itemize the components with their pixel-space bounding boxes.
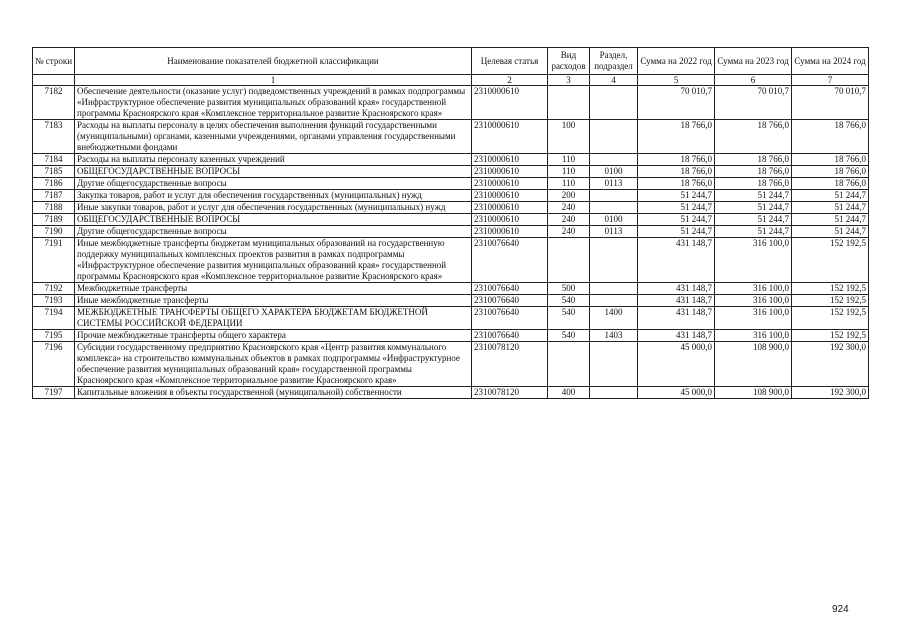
column-number: 7	[792, 75, 869, 86]
sum-2023-cell: 316 100,0	[715, 283, 792, 295]
section-cell	[590, 120, 638, 154]
expense-type-cell	[548, 86, 590, 120]
indicator-name-cell: Закупка товаров, работ и услуг для обеспечения государственных (муниципальных) нужд	[75, 190, 472, 202]
target-article-cell: 2310078120	[472, 387, 548, 399]
budget-table	[32, 47, 869, 399]
sum-2023-cell: 108 900,0	[715, 387, 792, 399]
expense-type-cell: 110	[548, 154, 590, 166]
indicator-name-cell: МЕЖБЮДЖЕТНЫЕ ТРАНСФЕРТЫ ОБЩЕГО ХАРАКТЕРА БЮДЖЕТАМ БЮДЖЕТНОЙ СИСТЕМЫ РОССИЙСКОЙ ФЕДЕРАЦИИ	[75, 307, 472, 330]
row-number-cell: 7196	[33, 342, 75, 387]
table-row	[33, 214, 869, 226]
sum-2024-cell: 152 192,5	[792, 330, 869, 342]
target-article-cell: 2310078120	[472, 342, 548, 387]
section-cell: 1400	[590, 307, 638, 330]
column-number: 6	[715, 75, 792, 86]
expense-type-cell: 200	[548, 190, 590, 202]
sum-2024-cell: 152 192,5	[792, 283, 869, 295]
expense-type-cell: 540	[548, 330, 590, 342]
indicator-name-cell: Расходы на выплаты персоналу в целях обеспечения выполнения функций государственными (муниципальными) органами, казенными учреждениями, органами управления государственными внебюджетными фондами	[75, 120, 472, 154]
sum-2022-cell: 70 010,7	[638, 86, 715, 120]
section-cell	[590, 387, 638, 399]
row-number-cell: 7197	[33, 387, 75, 399]
expense-type-cell: 100	[548, 120, 590, 154]
target-article-cell: 2310000610	[472, 178, 548, 190]
expense-type-cell: 540	[548, 307, 590, 330]
sum-2024-cell: 18 766,0	[792, 120, 869, 154]
column-number: 4	[590, 75, 638, 86]
sum-2022-cell: 431 148,7	[638, 295, 715, 307]
sum-2022-cell: 18 766,0	[638, 120, 715, 154]
indicator-name-cell: Прочие межбюджетные трансферты общего характера	[75, 330, 472, 342]
sum-2024-cell: 51 244,7	[792, 214, 869, 226]
row-number-cell: 7182	[33, 86, 75, 120]
sum-2024-cell: 18 766,0	[792, 154, 869, 166]
target-article-cell: 2310076640	[472, 238, 548, 283]
target-article-cell: 2310000610	[472, 202, 548, 214]
sum-2024-cell: 18 766,0	[792, 178, 869, 190]
section-cell	[590, 86, 638, 120]
expense-type-cell	[548, 238, 590, 283]
target-article-cell: 2310000610	[472, 214, 548, 226]
sum-2023-cell: 316 100,0	[715, 295, 792, 307]
target-article-cell: 2310076640	[472, 307, 548, 330]
sum-2023-cell: 18 766,0	[715, 166, 792, 178]
sum-2023-cell: 18 766,0	[715, 154, 792, 166]
sum-2022-cell: 51 244,7	[638, 190, 715, 202]
sum-2022-cell: 45 000,0	[638, 387, 715, 399]
row-number-cell: 7188	[33, 202, 75, 214]
table-row	[33, 190, 869, 202]
header-sum-2023: Сумма на 2023 год	[715, 48, 792, 75]
section-cell: 0113	[590, 226, 638, 238]
section-cell	[590, 202, 638, 214]
target-article-cell: 2310076640	[472, 330, 548, 342]
sum-2022-cell: 51 244,7	[638, 214, 715, 226]
target-article-cell: 2310076640	[472, 295, 548, 307]
sum-2022-cell: 431 148,7	[638, 238, 715, 283]
sum-2024-cell: 192 300,0	[792, 387, 869, 399]
table-row	[33, 307, 869, 330]
indicator-name-cell: Другие общегосударственные вопросы	[75, 226, 472, 238]
row-number-cell: 7195	[33, 330, 75, 342]
sum-2022-cell: 18 766,0	[638, 166, 715, 178]
row-number-cell: 7189	[33, 214, 75, 226]
table-row	[33, 283, 869, 295]
row-number-cell: 7185	[33, 166, 75, 178]
section-cell	[590, 238, 638, 283]
sum-2023-cell: 316 100,0	[715, 330, 792, 342]
sum-2023-cell: 51 244,7	[715, 214, 792, 226]
indicator-name-cell: Другие общегосударственные вопросы	[75, 178, 472, 190]
column-number: 3	[548, 75, 590, 86]
sum-2022-cell: 431 148,7	[638, 307, 715, 330]
expense-type-cell	[548, 342, 590, 387]
indicator-name-cell: Иные межбюджетные трансферты бюджетам муниципальных образований на государственную поддержку муниципальных комплексных проектов развития в рамках подпрограммы «Инфраструктурное обеспечение развития муниципальных образований края» государственной программы Красноярского края «Комплексное территориальное развитие Красноярского края»	[75, 238, 472, 283]
table-row	[33, 202, 869, 214]
target-article-cell: 2310000610	[472, 86, 548, 120]
section-cell	[590, 283, 638, 295]
sum-2022-cell: 18 766,0	[638, 154, 715, 166]
section-cell: 0100	[590, 214, 638, 226]
table-row	[33, 387, 869, 399]
expense-type-cell: 240	[548, 214, 590, 226]
table-row	[33, 154, 869, 166]
sum-2024-cell: 18 766,0	[792, 166, 869, 178]
section-cell: 0100	[590, 166, 638, 178]
table-row	[33, 295, 869, 307]
sum-2024-cell: 51 244,7	[792, 226, 869, 238]
row-number-cell: 7183	[33, 120, 75, 154]
sum-2024-cell: 152 192,5	[792, 295, 869, 307]
sum-2022-cell: 45 000,0	[638, 342, 715, 387]
expense-type-cell: 240	[548, 202, 590, 214]
column-number	[33, 75, 75, 86]
section-cell	[590, 295, 638, 307]
indicator-name-cell: Иные межбюджетные трансферты	[75, 295, 472, 307]
sum-2023-cell: 108 900,0	[715, 342, 792, 387]
expense-type-cell: 500	[548, 283, 590, 295]
sum-2024-cell: 152 192,5	[792, 307, 869, 330]
row-number-cell: 7184	[33, 154, 75, 166]
sum-2024-cell: 51 244,7	[792, 190, 869, 202]
sum-2022-cell: 18 766,0	[638, 178, 715, 190]
indicator-name-cell: ОБЩЕГОСУДАРСТВЕННЫЕ ВОПРОСЫ	[75, 214, 472, 226]
header-sum-2022: Сумма на 2022 год	[638, 48, 715, 75]
column-number-row	[33, 75, 869, 86]
target-article-cell: 2310000610	[472, 166, 548, 178]
sum-2022-cell: 431 148,7	[638, 330, 715, 342]
header-expense-type: Вид расходов	[548, 48, 590, 75]
row-number-cell: 7194	[33, 307, 75, 330]
sum-2024-cell: 192 300,0	[792, 342, 869, 387]
table-row	[33, 86, 869, 120]
table-row	[33, 120, 869, 154]
target-article-cell: 2310000610	[472, 190, 548, 202]
indicator-name-cell: Обеспечение деятельности (оказание услуг) подведомственных учреждений в рамках подпрограммы «Инфраструктурное обеспечение развития муниципальных образований края» государственной программы Красноярского края «Комплексное территориальное развитие Красноярского края»	[75, 86, 472, 120]
header-target-article: Целевая статья	[472, 48, 548, 75]
section-cell	[590, 154, 638, 166]
row-number-cell: 7193	[33, 295, 75, 307]
column-number: 5	[638, 75, 715, 86]
header-section: Раздел, подраздел	[590, 48, 638, 75]
sum-2023-cell: 18 766,0	[715, 120, 792, 154]
sum-2024-cell: 152 192,5	[792, 238, 869, 283]
row-number-cell: 7187	[33, 190, 75, 202]
expense-type-cell: 240	[548, 226, 590, 238]
column-number: 1	[75, 75, 472, 86]
table-row	[33, 342, 869, 387]
indicator-name-cell: Межбюджетные трансферты	[75, 283, 472, 295]
table-row	[33, 178, 869, 190]
sum-2023-cell: 51 244,7	[715, 190, 792, 202]
target-article-cell: 2310000610	[472, 154, 548, 166]
table-body	[33, 86, 869, 399]
indicator-name-cell: Иные закупки товаров, работ и услуг для обеспечения государственных (муниципальных) нужд	[75, 202, 472, 214]
sum-2024-cell: 51 244,7	[792, 202, 869, 214]
sum-2022-cell: 51 244,7	[638, 226, 715, 238]
sum-2023-cell: 316 100,0	[715, 238, 792, 283]
sum-2023-cell: 316 100,0	[715, 307, 792, 330]
table-header-row	[33, 48, 869, 75]
indicator-name-cell: Субсидии государственному предприятию Красноярского края «Центр развития коммунального комплекса» на строительство коммунальных объектов в рамках подпрограммы «Инфраструктурное обеспечение развития муниципальных образований края» государственной программы Красноярского края «Комплексное территориальное развитие Красноярского края»	[75, 342, 472, 387]
column-number: 2	[472, 75, 548, 86]
page-number: 924	[832, 604, 849, 615]
expense-type-cell: 110	[548, 178, 590, 190]
header-row-number: № строки	[33, 48, 75, 75]
header-indicator-name: Наименование показателей бюджетной классификации	[75, 48, 472, 75]
target-article-cell: 2310000610	[472, 120, 548, 154]
sum-2023-cell: 51 244,7	[715, 202, 792, 214]
indicator-name-cell: Расходы на выплаты персоналу казенных учреждений	[75, 154, 472, 166]
sum-2023-cell: 18 766,0	[715, 178, 792, 190]
section-cell: 0113	[590, 178, 638, 190]
sum-2023-cell: 70 010,7	[715, 86, 792, 120]
expense-type-cell: 540	[548, 295, 590, 307]
target-article-cell: 2310076640	[472, 283, 548, 295]
target-article-cell: 2310000610	[472, 226, 548, 238]
row-number-cell: 7190	[33, 226, 75, 238]
row-number-cell: 7186	[33, 178, 75, 190]
expense-type-cell: 400	[548, 387, 590, 399]
expense-type-cell: 110	[548, 166, 590, 178]
sum-2023-cell: 51 244,7	[715, 226, 792, 238]
table-row	[33, 330, 869, 342]
table-row	[33, 166, 869, 178]
row-number-cell: 7191	[33, 238, 75, 283]
table-row	[33, 226, 869, 238]
row-number-cell: 7192	[33, 283, 75, 295]
sum-2022-cell: 431 148,7	[638, 283, 715, 295]
table-row	[33, 238, 869, 283]
section-cell	[590, 190, 638, 202]
section-cell: 1403	[590, 330, 638, 342]
header-sum-2024: Сумма на 2024 год	[792, 48, 869, 75]
indicator-name-cell: Капитальные вложения в объекты государственной (муниципальной) собственности	[75, 387, 472, 399]
indicator-name-cell: ОБЩЕГОСУДАРСТВЕННЫЕ ВОПРОСЫ	[75, 166, 472, 178]
sum-2024-cell: 70 010,7	[792, 86, 869, 120]
section-cell	[590, 342, 638, 387]
sum-2022-cell: 51 244,7	[638, 202, 715, 214]
